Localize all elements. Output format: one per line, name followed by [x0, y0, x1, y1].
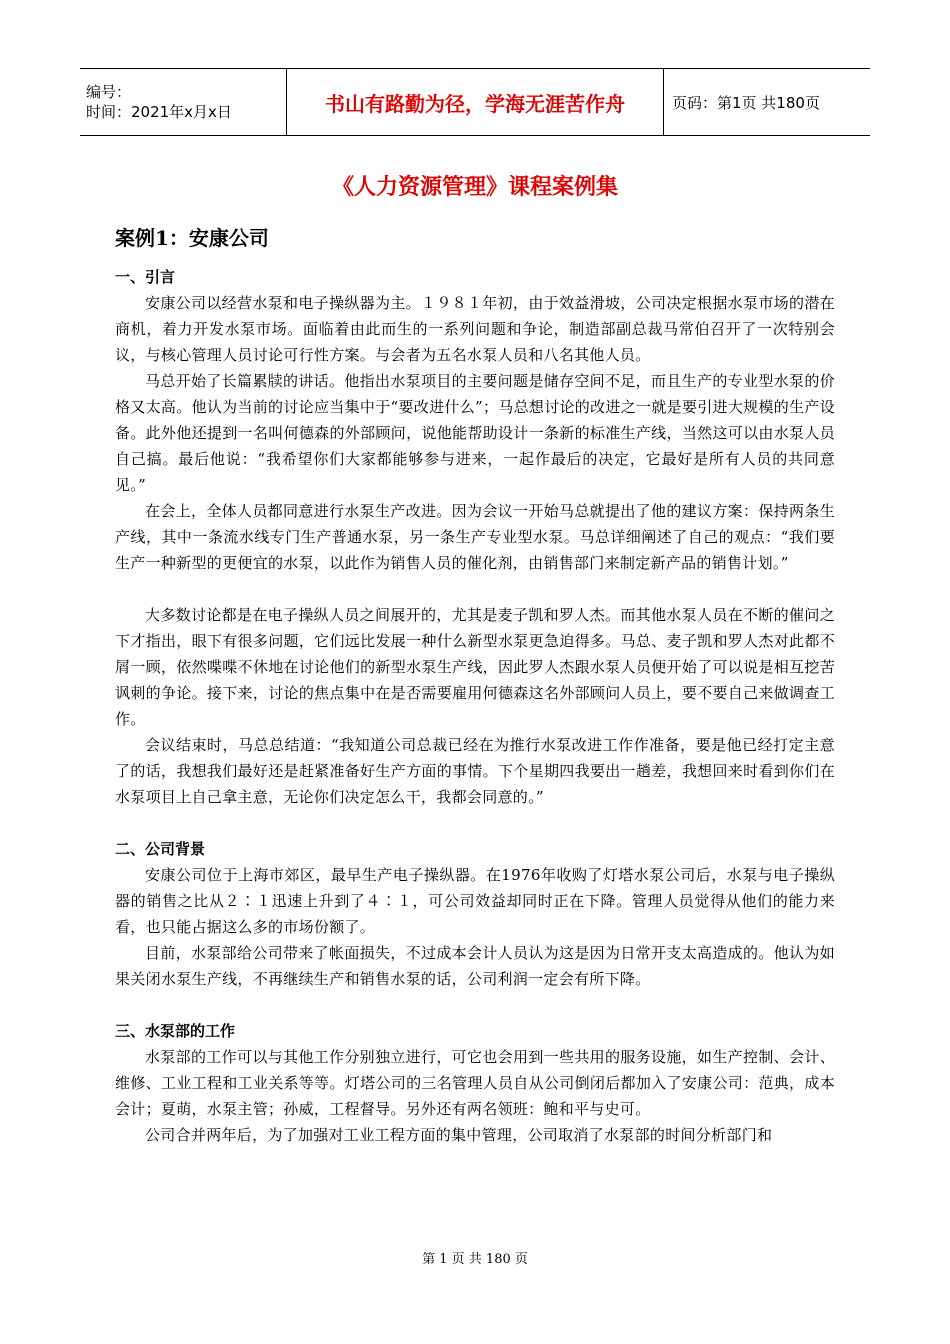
- page-footer: 第 1 页 共 180 页: [422, 1252, 528, 1267]
- document-title: 《人力资源管理》课程案例集: [331, 175, 618, 200]
- paragraph: 安康公司以经营水泵和电子操纵器为主。１９８１年初，由于效益滑坡，公司决定根据水泵市场的潜在商机，着力开发水泵市场。面临着由此而生的一系列问题和争论，制造部副总裁马常伯召开了一次特别会议，与核心管理人员讨论可行性方案。与会者为五名水泵人员和八名其他人员。: [115, 294, 835, 364]
- paragraph: 大多数讨论都是在电子操纵人员之间展开的，尤其是麦子凯和罗人杰。而其他水泵人员在不断的催问之下才指出，眼下有很多问题，它们远比发展一种什么新型水泵更急迫得多。马总、麦子凯和罗人杰对此都不屑一顾，依然喋喋不休地在讨论他们的新型水泵生产线，因此罗人杰跟水泵人员便开始了可以说是相互挖苦讽刺的争论。接下来，讨论的焦点集中在是否需要雇用何德森这名外部顾问人员上，要不要自己来做调查工作。: [115, 606, 835, 728]
- paragraph: 目前，水泵部给公司带来了帐面损失，不过成本会计人员认为这是因为日常开支太高造成的。他认为如果关闭水泵生产线，不再继续生产和销售水泵的话，公司利润一定会有所下降。: [115, 944, 835, 988]
- paragraph: 马总开始了长篇累牍的讲话。他指出水泵项目的主要问题是储存空间不足，而且生产的专业型水泵的价格又太高。他认为当前的讨论应当集中于“要改进什么”；马总想讨论的改进之一就是要引进大规模的生产设备。此外他还提到一名叫何德森的外部顾问，说他能帮助设计一条新的标准生产线，当然这可以由水泵人员自己搞。最后他说：“我希望你们大家都能够参与进来，一起作最后的决定，它最好是所有人员的共同意见。”: [115, 372, 835, 494]
- spacer: [115, 992, 835, 1018]
- paragraph: 会议结束时，马总总结道：“我知道公司总裁已经在为推行水泵改进工作作准备，要是他已经打定主意了的话，我想我们最好还是赶紧准备好生产方面的事情。下个星期四我要出一趟差，我想回来时看到你们在水泵项目上自己拿主意，无论你们决定怎么干，我都会同意的。”: [115, 736, 835, 806]
- paragraph: 安康公司位于上海市郊区，最早生产电子操纵器。在1976年收购了灯塔水泵公司后，水泵与电子操纵器的销售之比从２∶１迅速上升到了４∶１，可公司效益却同时正在下降。管理人员觉得从他们的能力来看，也只能占据这么多的市场份额了。: [115, 866, 835, 936]
- document-date: 时间：2021年x月x日: [86, 103, 232, 121]
- header-motto-cell: [286, 69, 664, 135]
- section-heading-background: 二、公司背景: [115, 840, 206, 858]
- case-title: 案例1：安康公司: [115, 226, 269, 250]
- paragraph: 水泵部的工作可以与其他工作分别独立进行，可它也会用到一些共用的服务设施，如生产控制、会计、维修、工业工程和工业关系等等。灯塔公司的三名管理人员自从公司倒闭后都加入了安康公司：范典，成本会计；夏萌，水泵主管；孙威，工程督导。另外还有两名领班：鲍和平与史可。: [115, 1048, 835, 1118]
- section-heading-introduction: 一、引言: [115, 268, 176, 286]
- spacer: [115, 576, 835, 602]
- header-page-info: 页码：第1页 共180页: [672, 93, 820, 112]
- header-motto: 书山有路勤为径，学海无涯苦作舟: [325, 91, 625, 116]
- paragraph: 公司合并两年后，为了加强对工业工程方面的集中管理，公司取消了水泵部的时间分析部门和: [145, 1126, 773, 1144]
- spacer: [115, 810, 835, 836]
- document-body: [115, 264, 835, 1148]
- header-page-cell: [664, 69, 820, 135]
- document-number-label: 编号：: [86, 83, 132, 101]
- section-heading-pump-division: 三、水泵部的工作: [115, 1022, 236, 1040]
- paragraph: 在会上，全体人员都同意进行水泵生产改进。因为会议一开始马总就提出了他的建议方案：保持两条生产线，其中一条流水线专门生产普通水泵，另一条生产专业型水泵。马总详细阐述了自己的观点：“我们要生产一种新型的更便宜的水泵，以此作为销售人员的催化剂，由销售部门来制定新产品的销售计划。”: [115, 502, 835, 572]
- page-header: [80, 68, 870, 136]
- header-left-cell: [80, 69, 286, 135]
